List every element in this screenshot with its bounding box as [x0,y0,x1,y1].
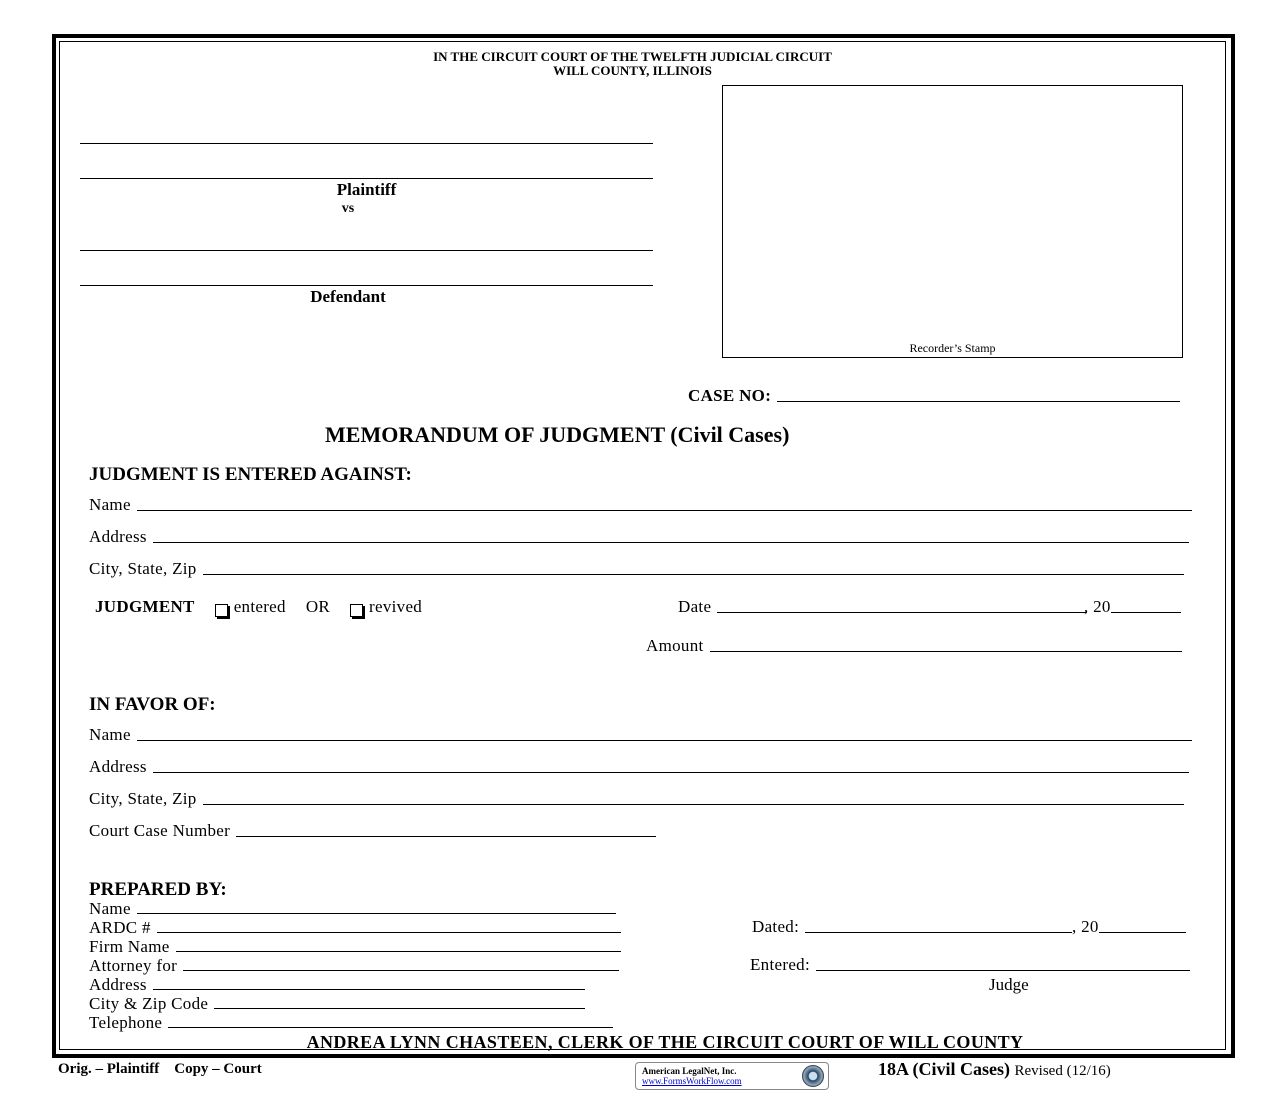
judgment-year-field[interactable] [1084,597,1181,617]
revised-date: Revised (12/16) [1014,1063,1111,1079]
favor-heading: IN FAVOR OF: [89,694,216,715]
amount-field[interactable] [646,636,1182,656]
label: Address [89,975,147,994]
telephone-field[interactable] [89,1013,613,1032]
label: Dated: [752,917,800,936]
dated-field[interactable] [752,917,1072,937]
label: City, State, Zip [89,789,197,808]
judge-label: Judge [989,975,1029,994]
form-id: 18A (Civil Cases) [878,1059,1010,1079]
against-address-field[interactable] [89,527,1189,547]
firm-name-field[interactable] [89,937,621,956]
defendant-line-1[interactable] [80,250,653,251]
label: Name [89,899,131,918]
defendant-label: Defendant [310,287,386,306]
court-name: IN THE CIRCUIT COURT OF THE TWELFTH JUDICIAL CIRCUIT [433,49,832,64]
or-label: OR [305,597,331,616]
favor-address-field[interactable] [89,757,1189,777]
plaintiff-line-1[interactable] [80,143,653,144]
form-title: MEMORANDUM OF JUDGMENT (Civil Cases) [325,422,790,447]
plaintiff-label: Plaintiff [336,180,397,199]
revived-checkbox[interactable] [350,604,363,617]
label: Court Case Number [89,821,231,840]
vs-label: vs [341,201,355,216]
label: ARDC # [89,918,151,937]
label: Name [89,725,131,744]
label: Date [678,597,712,616]
globe-icon [802,1065,824,1087]
entered-checkbox[interactable] [215,604,228,617]
county-name: WILL COUNTY, ILLINOIS [553,63,712,78]
label: Amount [646,636,704,655]
revived-label: revived [369,597,423,616]
american-legalnet-logo[interactable] [635,1062,829,1090]
judge-signature-field[interactable] [750,955,1190,975]
against-heading: JUDGMENT IS ENTERED AGAINST: [89,464,412,485]
recorders-stamp-label: Recorder’s Stamp [909,341,996,355]
favor-city-field[interactable] [89,789,1184,809]
plaintiff-line-2[interactable] [80,178,653,179]
logo-url[interactable]: www.FormsWorkFlow.com [642,1076,742,1086]
label: , 20 [1084,597,1111,616]
defendant-line-2[interactable] [80,285,653,286]
entered-label: entered [233,597,286,616]
copy-distribution: Orig. – Plaintiff Copy – Court [58,1061,262,1077]
form-number [878,1059,1111,1080]
label: Name [89,495,131,514]
label: City, State, Zip [89,559,197,578]
label: Address [89,757,147,776]
judgment-label: JUDGMENT [95,597,195,616]
prepared-address-field[interactable] [89,975,585,994]
city-zip-field[interactable] [89,994,585,1013]
case-no-field[interactable] [688,386,1180,406]
label: Address [89,527,147,546]
label: City & Zip Code [89,994,209,1013]
label: Attorney for [89,956,178,975]
label: Telephone [89,1013,163,1032]
judgment-type [95,597,422,617]
clerk-name: ANDREA LYNN CHASTEEN, CLERK OF THE CIRCUIT COURT OF WILL COUNTY [306,1032,1024,1052]
label: Firm Name [89,937,170,956]
label: , 20 [1072,917,1099,936]
court-header [0,50,1265,78]
court-case-number-field[interactable] [89,821,656,841]
recorders-stamp-box [722,85,1183,358]
label: Entered: [750,955,810,974]
favor-name-field[interactable] [89,725,1192,745]
judgment-date-field[interactable] [678,597,1086,617]
against-name-field[interactable] [89,495,1192,515]
ardc-field[interactable] [89,918,621,937]
dated-year-field[interactable] [1072,917,1186,937]
prepared-heading: PREPARED BY: [89,879,227,900]
case-no-label: CASE NO: [688,386,772,405]
attorney-for-field[interactable] [89,956,619,975]
logo-company: American LegalNet, Inc. [642,1066,737,1076]
against-city-field[interactable] [89,559,1184,579]
prepared-name-field[interactable] [89,899,616,918]
